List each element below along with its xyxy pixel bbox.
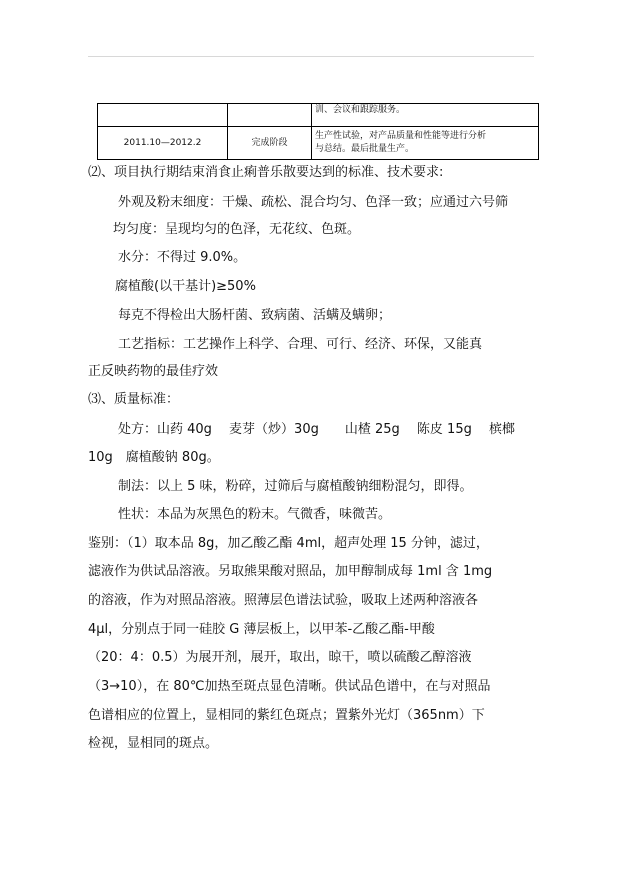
identification-line: 色谱相应的位置上，显相同的紫红色斑点；置紫外光灯（365nm）下 — [88, 708, 485, 723]
appearance-text: 外观及粉末细度：干燥、疏松、混合均匀、色泽一致；应通过六号筛 — [118, 195, 509, 210]
stage-cell — [228, 104, 312, 127]
identification-line: （3→10），在 80℃加热至斑点显色清晰。供试品色谱中，在与对照品 — [88, 679, 491, 694]
identification-line: 鉴别：（1）取本品 8g，加乙酸乙酯 4ml，超声处理 15 分钟，滤过， — [88, 536, 489, 551]
content-line: 生产性试验，对产品质量和性能等进行分析 — [315, 131, 487, 141]
process-text-line: 正反映药物的最佳疗效 — [88, 364, 219, 379]
microbe-text: 每克不得检出大肠杆菌、致病菌、活螨及螨卵； — [118, 308, 392, 323]
section2-heading: ⑵、项目执行期结束消食止痢普乐散要达到的标准、技术要求: — [88, 165, 444, 180]
formula-text-line: 10g 腐植酸钠 80g。 — [88, 450, 220, 465]
content-cell: 训、会议和跟踪服务。 — [312, 104, 539, 127]
content-line: 与总结。最后批量生产。 — [315, 144, 415, 154]
preparation-text: 制法：以上 5 味，粉碎，过筛后与腐植酸钠细粉混匀，即得。 — [118, 479, 473, 494]
table-row — [98, 104, 539, 127]
schedule-table — [97, 103, 539, 160]
formula-text-line: 处方：山药 40g 麦芽（炒）30g 山楂 25g 陈皮 15g 槟榔 — [118, 422, 515, 437]
stage-cell: 完成阶段 — [228, 127, 312, 160]
humic-acid-text: 腐植酸(以干基计)≥50% — [115, 279, 256, 294]
header-rule — [88, 56, 534, 57]
identification-line: （20：4：0.5）为展开剂，展开，取出，晾干，喷以硫酸乙醇溶液 — [88, 650, 472, 665]
identification-line: 4μl，分别点于同一硅胶 G 薄层板上，以甲苯-乙酸乙酯-甲酸 — [88, 622, 435, 637]
period-cell — [98, 104, 228, 127]
table-row — [98, 127, 539, 160]
process-text-line: 工艺指标：工艺操作上科学、合理、可行、经济、环保，又能真 — [118, 337, 483, 352]
moisture-text: 水分：不得过 9.0%。 — [118, 250, 247, 265]
identification-line: 滤液作为供试品溶液。另取熊果酸对照品，加甲醇制成每 1ml 含 1mg — [88, 564, 493, 579]
identification-line: 检视，显相同的斑点。 — [88, 736, 219, 751]
content-cell — [312, 127, 539, 160]
character-text: 性状：本品为灰黑色的粉末。气微香，味微苦。 — [118, 507, 392, 522]
identification-line: 的溶液，作为对照品溶液。照薄层色谱法试验，吸取上述两种溶液各 — [88, 593, 479, 608]
uniformity-text: 均匀度：呈现均匀的色泽，无花纹、色斑。 — [113, 222, 361, 237]
period-cell: 2011.10—2012.2 — [98, 127, 228, 160]
section3-heading: ⑶、质量标准： — [88, 392, 180, 407]
